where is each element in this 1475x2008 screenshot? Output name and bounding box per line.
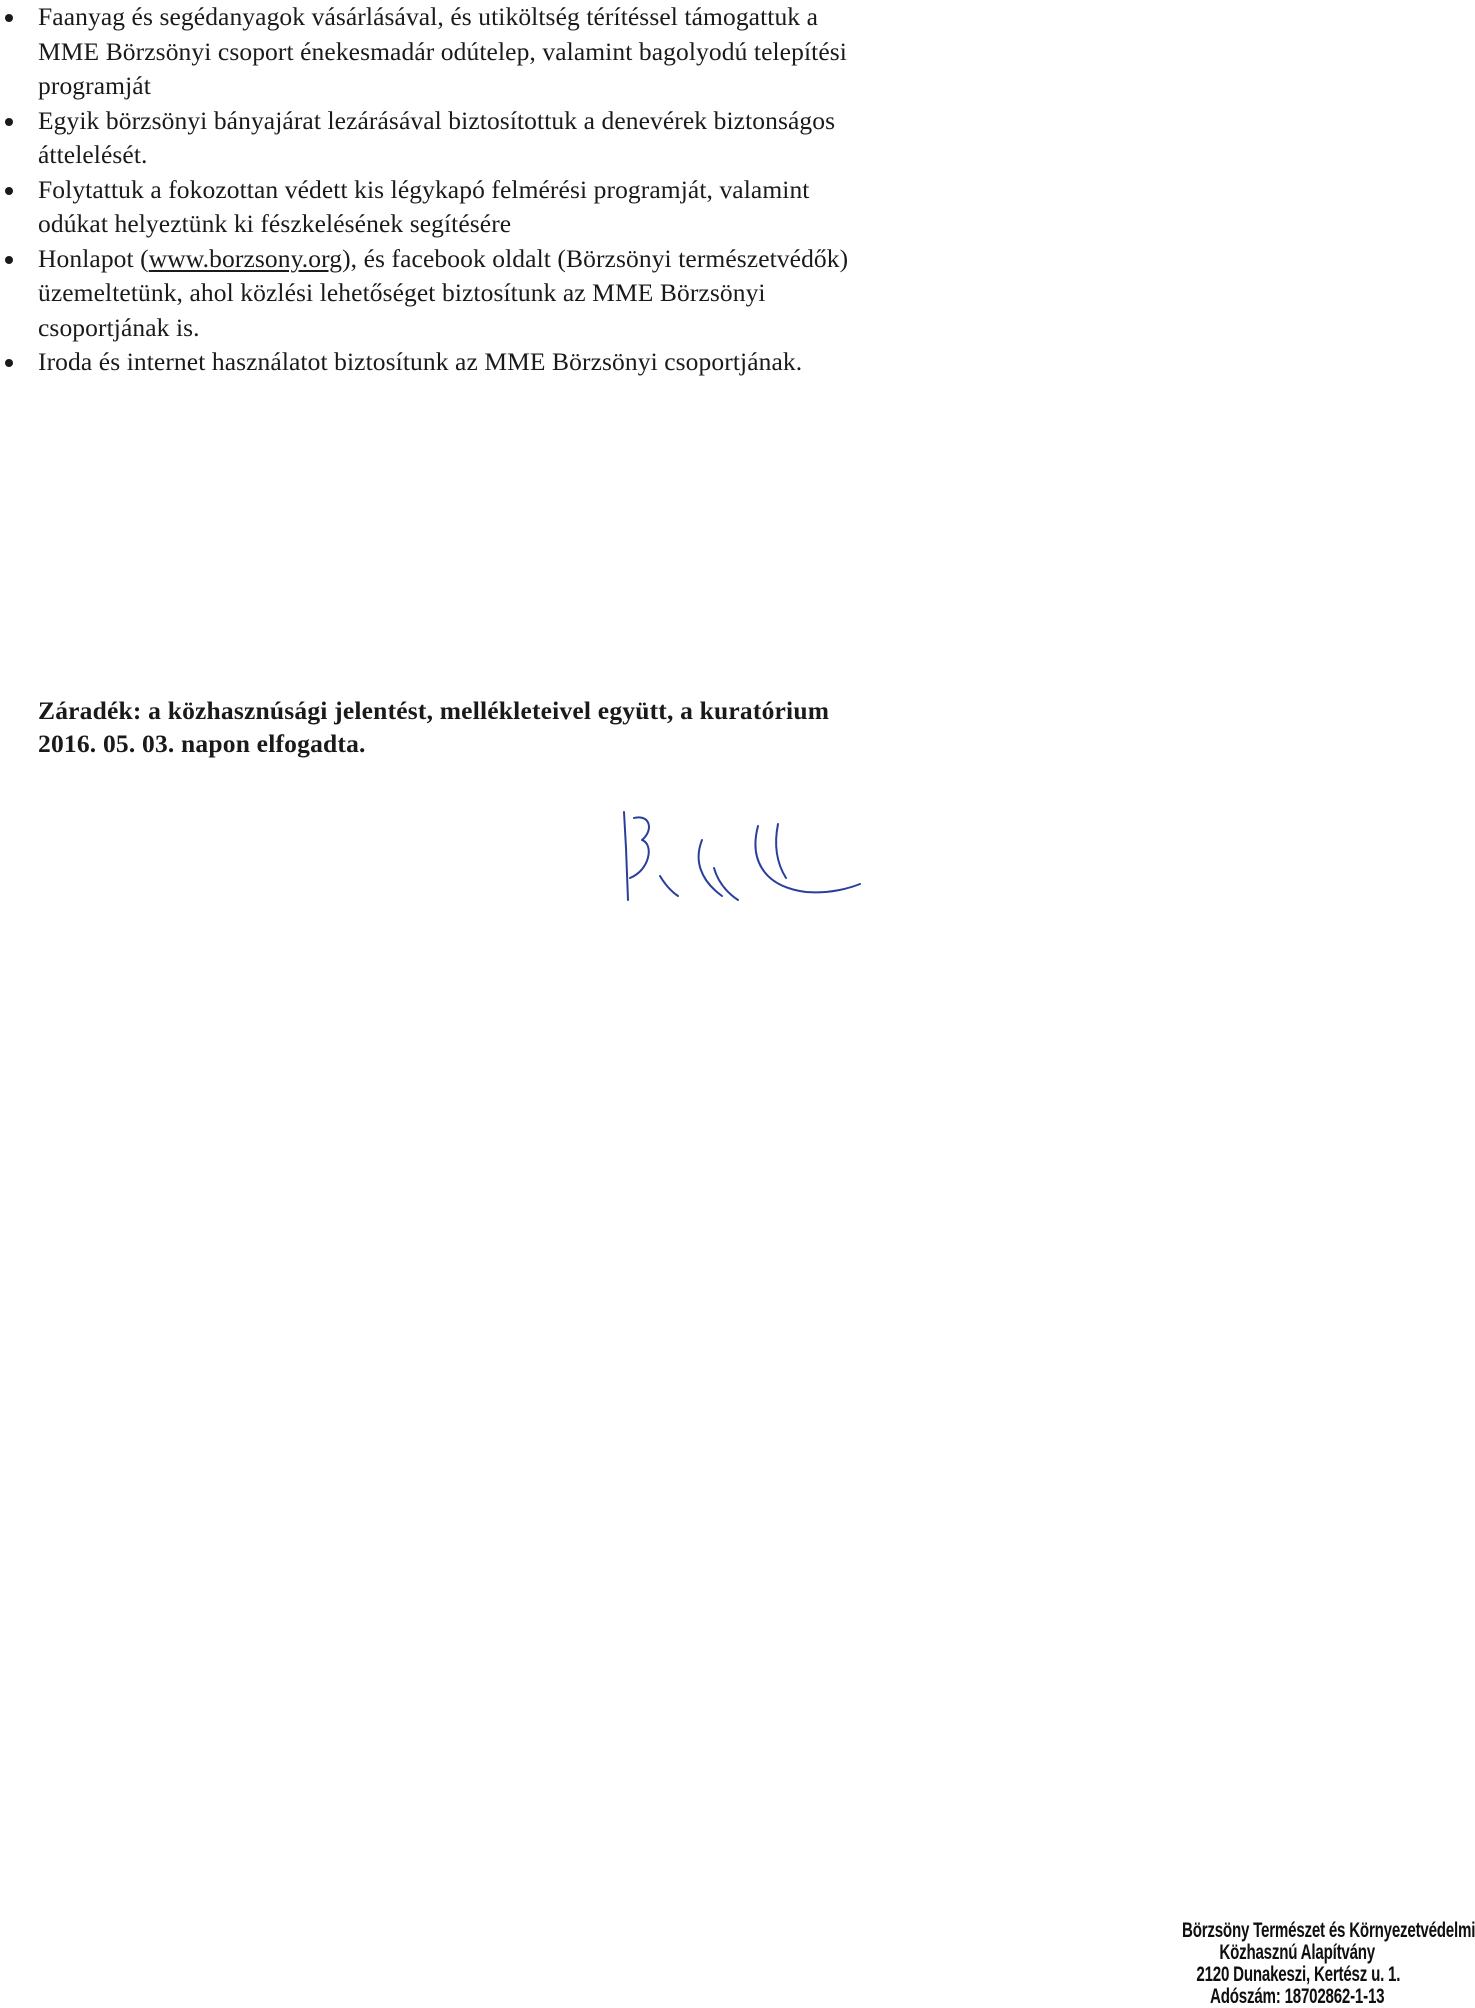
list-item	[38, 0, 950, 104]
signature-image	[610, 800, 880, 930]
list-item	[38, 345, 950, 380]
list-item-line: áttelelését.	[38, 140, 148, 169]
activity-list	[38, 0, 950, 380]
list-item	[38, 173, 950, 242]
list-item-line: csoportjának is.	[38, 312, 200, 342]
stamp-line: Adószám: 18702862-1-13	[1210, 1985, 1385, 2008]
bullet-icon	[5, 256, 13, 264]
bullet-icon	[5, 14, 13, 22]
list-item-text: Honlapot (	[38, 243, 149, 273]
list-item-line: odúkat helyeztünk ki fészkelésének segítésére	[38, 209, 512, 238]
closing-line: Záradék: a közhasznúsági jelentést, mellékleteivel együtt, a kuratórium	[38, 696, 830, 725]
list-item	[38, 104, 950, 173]
stamp-line: Közhasznú Alapítvány	[1219, 1941, 1375, 1964]
list-item-line: programját	[38, 71, 151, 100]
organization-stamp	[596, 960, 1475, 2008]
bullet-icon	[5, 118, 13, 126]
list-item-line: Iroda és internet használatot biztosítunk az MME Börzsönyi csoportjának.	[38, 347, 803, 376]
stamp-line: Börzsöny Természet és Környezetvédelmi	[1182, 1919, 1475, 1942]
list-item	[38, 242, 950, 346]
bullet-icon	[5, 359, 13, 367]
stamp-line: 2120 Dunakeszi, Kertész u. 1.	[1196, 1963, 1401, 1986]
list-item-line: üzemeltetünk, ahol közlési lehetőséget biztosítunk az MME Börzsönyi	[38, 278, 766, 307]
bullet-icon	[5, 187, 13, 195]
list-item-line: MME Börzsönyi csoport énekesmadár odútelep, valamint bagolyodú telepítési	[38, 36, 847, 66]
list-item-line: Egyik börzsönyi bányajárat lezárásával biztosítottuk a denevérek biztonságos	[38, 105, 836, 135]
list-item-text: ), és facebook oldalt (Börzsönyi természetvédők)	[342, 243, 849, 273]
website-link[interactable]: www.borzsony.org	[148, 243, 343, 273]
closing-clause	[38, 694, 950, 760]
list-item-line: Faanyag és segédanyagok vásárlásával, és utiköltség térítéssel támogattuk a	[38, 2, 819, 31]
closing-line: 2016. 05. 03. napon elfogadta.	[38, 729, 366, 758]
list-item-line: Folytattuk a fokozottan védett kis légykapó felmérési programját, valamint	[38, 174, 810, 204]
